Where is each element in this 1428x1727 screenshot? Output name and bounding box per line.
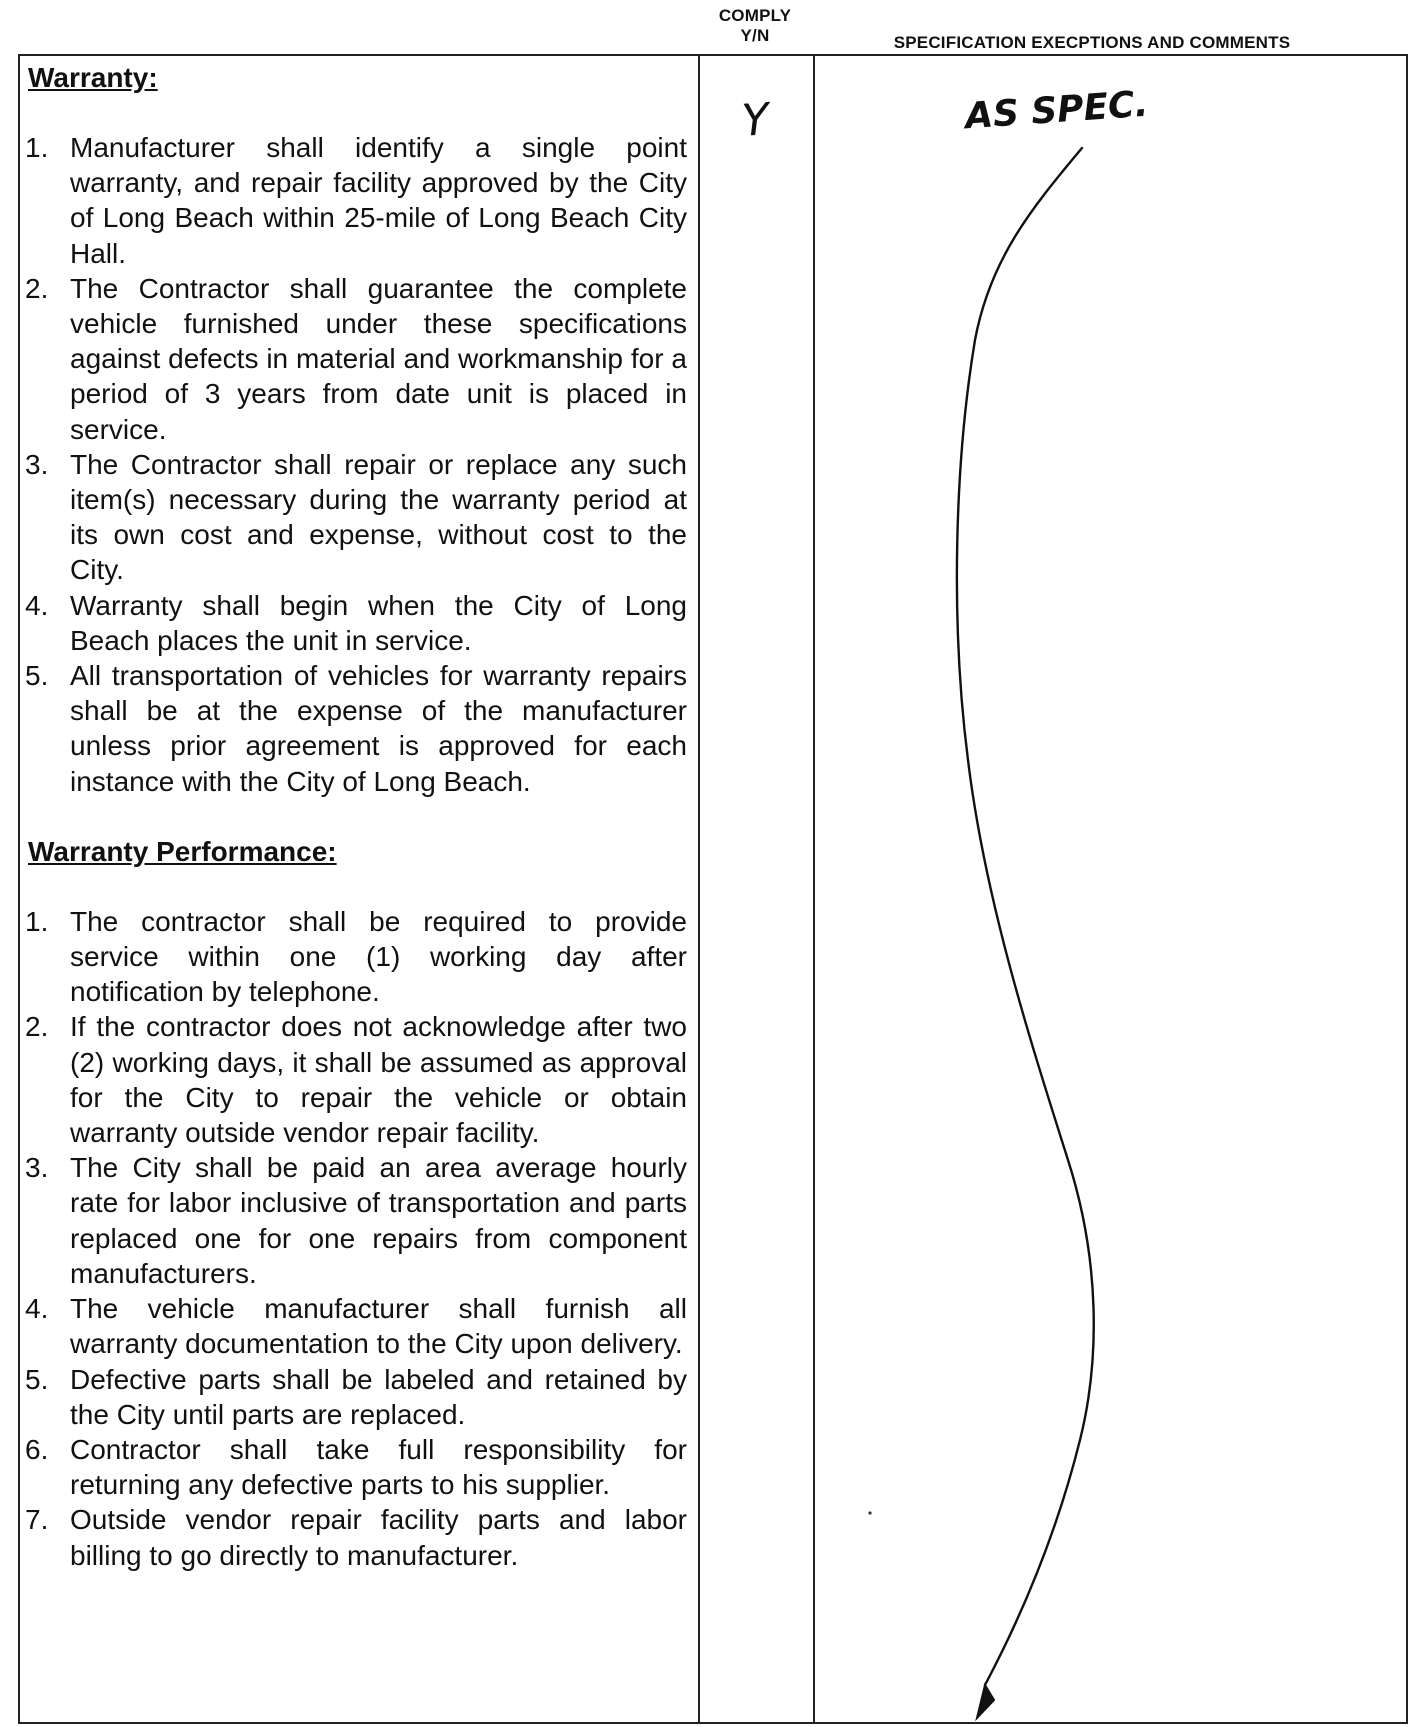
warranty-performance-item-text: The vehicle manufacturer shall furnish all warranty documentation to the City upon delivery. bbox=[70, 1293, 687, 1360]
warranty-item-text: The Contractor shall guarantee the complete vehicle furnished under these specifications against defects in material and workmanship for a period of 3 years from date unit is placed in service. bbox=[70, 272, 687, 445]
warranty-performance-item-text: Defective parts shall be labeled and retained by the City until parts are replaced. bbox=[70, 1363, 687, 1430]
warranty-performance-section-title: Warranty Performance: bbox=[28, 835, 337, 867]
spec-exceptions-column-header: SPECIFICATION EXECPTIONS AND COMMENTS bbox=[893, 33, 1291, 52]
warranty-item-text: The Contractor shall repair or replace any such item(s) necessary during the warranty period at its own cost and expense, without cost to the City. bbox=[70, 448, 687, 586]
ink-dot bbox=[868, 1511, 871, 1514]
warranty-performance-item-text: The City shall be paid an area average hourly rate for labor inclusive of transportation and parts replaced one for one repairs from component manufacturers. bbox=[70, 1152, 687, 1289]
handwritten-comply-answer: Y bbox=[740, 94, 771, 147]
warranty-item-number: 1. bbox=[25, 132, 49, 163]
warranty-item-text: Manufacturer shall identify a single point warranty, and repair facility approved by the City of Long Beach within 25-mile of Long Beach City Hall. bbox=[70, 132, 687, 269]
warranty-performance-item-number: 3. bbox=[25, 1152, 49, 1184]
handwritten-comment: AS SPEC. bbox=[963, 83, 1150, 138]
warranty-performance-item-number: 7. bbox=[25, 1504, 49, 1536]
warranty-performance-item-number: 6. bbox=[25, 1433, 49, 1465]
arrow-stroke bbox=[957, 148, 1094, 1685]
warranty-performance-item-number: 1. bbox=[25, 905, 49, 937]
warranty-item-number: 4. bbox=[25, 589, 49, 621]
warranty-item-number: 2. bbox=[25, 272, 49, 304]
warranty-item-text: Warranty shall begin when the City of Long Beach places the unit in service. bbox=[70, 589, 687, 656]
warranty-performance-item-text: The contractor shall be required to provide service within one (1) working day after notification by telephone. bbox=[70, 905, 687, 1008]
warranty-performance-item-text: If the contractor does not acknowledge after two (2) working days, it shall be assumed as approval for the City to repair the vehicle or obtain warranty outside vendor repair facility. bbox=[70, 1011, 687, 1149]
warranty-performance-item-number: 4. bbox=[25, 1293, 49, 1325]
comply-header-line2: Y/N bbox=[740, 26, 770, 45]
warranty-performance-item-text: Outside vendor repair facility parts and labor billing to go directly to manufacturer. bbox=[70, 1504, 687, 1571]
warranty-performance-item-number: 5. bbox=[25, 1363, 49, 1395]
warranty-performance-item-text: Contractor shall take full responsibility for returning any defective parts to his supplier. bbox=[70, 1433, 687, 1501]
comply-header-line1: COMPLY bbox=[718, 6, 792, 25]
arrow-head bbox=[977, 1685, 994, 1718]
warranty-item-number: 5. bbox=[25, 660, 49, 692]
warranty-section-title: Warranty: bbox=[28, 62, 158, 93]
warranty-performance-item-number: 2. bbox=[25, 1011, 49, 1043]
warranty-item-text: All transportation of vehicles for warranty repairs shall be at the expense of the manufacturer unless prior agreement is approved for each instance with the City of Long Beach. bbox=[70, 660, 687, 797]
warranty-item-number: 3. bbox=[25, 448, 49, 480]
